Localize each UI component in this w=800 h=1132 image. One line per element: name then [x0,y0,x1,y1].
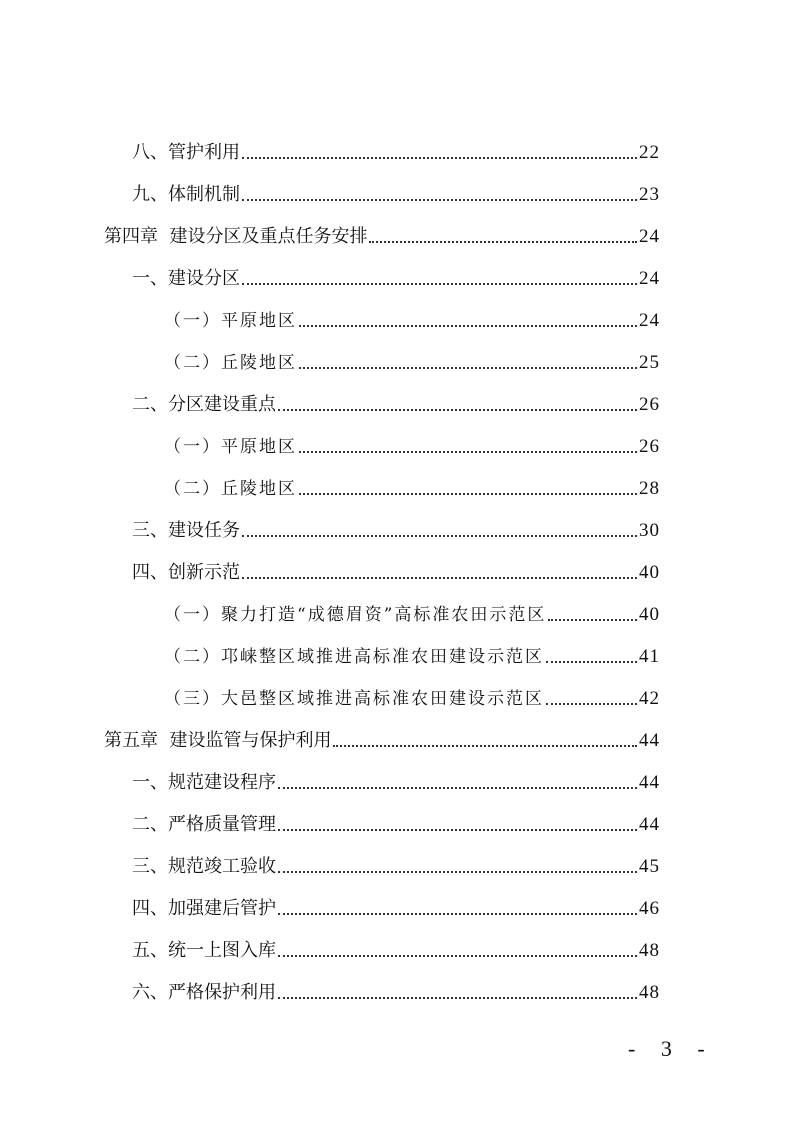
toc-entry-title: 一、规范建设程序 [132,772,276,793]
toc-entry-page: 24 [639,310,660,331]
toc-entry-page: 48 [639,982,660,1003]
toc-entry-page: 26 [639,436,660,457]
toc-entry-title: （一）平原地区 [164,311,297,331]
toc-subentry[interactable] [164,302,660,332]
toc-entry-title: 五、统一上图入库 [132,940,276,961]
toc-entry[interactable] [132,260,660,290]
toc-entry-title: 三、建设任务 [132,520,240,541]
toc-leader-dots [299,493,637,495]
toc-entry-title: 一、建设分区 [132,268,240,289]
toc-entry-page: 28 [639,478,660,499]
toc-entry-title: 第五章 建设监管与保护利用 [104,730,332,751]
toc-leader-dots [546,661,637,663]
toc-entry-page: 44 [639,772,660,793]
toc-leader-dots [278,409,637,411]
toc-entry-title: 三、规范竣工验收 [132,856,276,877]
toc-entry-page: 40 [639,562,660,583]
toc-entry-page: 42 [639,688,660,709]
toc-leader-dots [242,577,637,579]
toc-leader-dots [548,619,637,621]
toc-entry-title: 第四章 建设分区及重点任务安排 [104,226,368,247]
toc-entry-title: 二、严格质量管理 [132,814,276,835]
toc-entry[interactable] [132,848,660,878]
toc-entry-title: （二）邛崃整区域推进高标准农田建设示范区 [164,647,544,667]
toc-leader-dots [242,157,637,159]
toc-entry-page: 23 [639,184,660,205]
toc-chapter-entry[interactable] [104,722,660,752]
toc-entry-title: 六、严格保护利用 [132,982,276,1003]
toc-entry-page: 22 [639,142,660,163]
toc-entry-page: 44 [639,730,660,751]
toc-entry-title: （二）丘陵地区 [164,353,297,373]
toc-entry[interactable] [132,386,660,416]
toc-entry[interactable] [132,554,660,584]
toc-entry-page: 25 [639,352,660,373]
toc-entry-page: 44 [639,814,660,835]
toc-subentry[interactable] [164,680,660,710]
toc-subentry[interactable] [164,596,660,626]
toc-leader-dots [278,913,637,915]
toc-entry-title: （二）丘陵地区 [164,479,297,499]
toc-entry-page: 30 [639,520,660,541]
toc-entry-title: （一）平原地区 [164,437,297,457]
toc-leader-dots [278,997,637,999]
toc-entry[interactable] [132,764,660,794]
toc-entry[interactable] [132,134,660,164]
toc-leader-dots [299,451,637,453]
toc-entry-title: （一）聚力打造“成德眉资”高标准农田示范区 [164,605,547,625]
toc-entry-title: （三）大邑整区域推进高标准农田建设示范区 [164,689,544,709]
toc-entry-title: 九、体制机制 [132,184,240,205]
toc-subentry[interactable] [164,470,660,500]
toc-entry-page: 24 [639,268,660,289]
toc-entry-page: 45 [639,856,660,877]
toc-leader-dots [333,745,637,747]
toc-entry[interactable] [132,176,660,206]
toc-entry-page: 48 [639,940,660,961]
page-number: - 3 - [628,1036,715,1061]
toc-leader-dots [546,703,637,705]
toc-entry[interactable] [132,806,660,836]
toc-leader-dots [242,283,637,285]
toc-entry-title: 四、加强建后管护 [132,898,276,919]
toc-entry[interactable] [132,932,660,962]
toc-subentry[interactable] [164,428,660,458]
toc-chapter-entry[interactable] [104,218,660,248]
toc-leader-dots [278,955,637,957]
toc-entry[interactable] [132,890,660,920]
toc-entry-page: 46 [639,898,660,919]
toc-leader-dots [278,829,637,831]
toc-entry-page: 40 [639,604,660,625]
toc-leader-dots [299,325,637,327]
toc-leader-dots [299,367,637,369]
toc-entry-page: 26 [639,394,660,415]
toc-leader-dots [369,241,637,243]
toc-leader-dots [242,199,637,201]
toc-entry-title: 八、管护利用 [132,142,240,163]
toc-entry-title: 四、创新示范 [132,562,240,583]
toc-entry[interactable] [132,974,660,1004]
toc-subentry[interactable] [164,344,660,374]
toc-entry-title: 二、分区建设重点 [132,394,276,415]
toc-leader-dots [278,871,637,873]
toc-entry-page: 41 [639,646,660,667]
toc-leader-dots [278,787,637,789]
toc-leader-dots [242,535,637,537]
toc-entry[interactable] [132,512,660,542]
toc-subentry[interactable] [164,638,660,668]
toc-entry-page: 24 [639,226,660,247]
